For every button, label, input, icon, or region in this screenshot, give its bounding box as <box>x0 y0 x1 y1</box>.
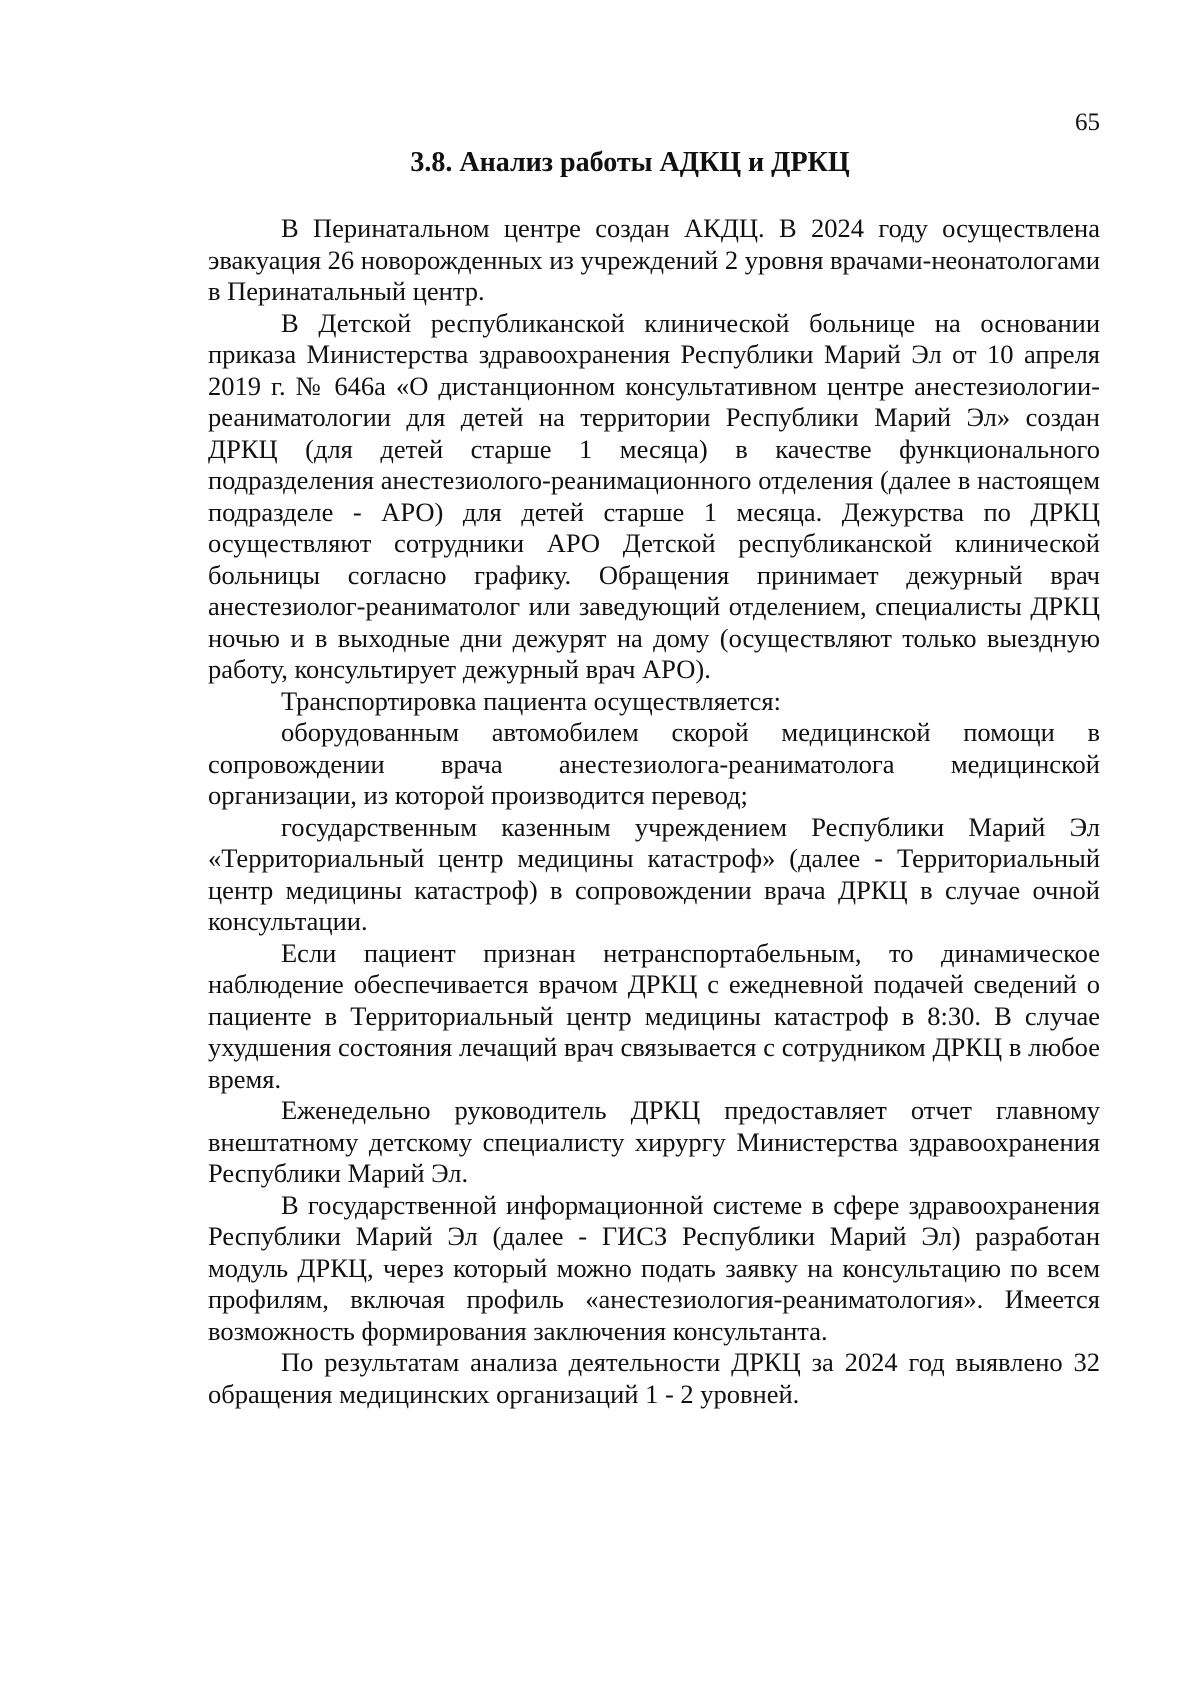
paragraph-transport-disaster-center: государственным казенным учреждением Республики Марий Эл «Территориальный центр медицины катастроф» (далее - Территориальный центр медицины катастроф) в сопровождении врача ДРКЦ в случае очной консультации. <box>208 811 1100 936</box>
paragraph-weekly-report: Еженедельно руководитель ДРКЦ предоставляет отчет главному внештатному детскому специалисту хирургу Министерства здравоохранения Республики Марий Эл. <box>208 1095 1100 1188</box>
paragraph-drkc-establishment: В Детской республиканской клинической больнице на основании приказа Министерства здравоохранения Республики Марий Эл от 10 апреля 2019 г. № 646а «О дистанционном консультативном центре анестезиологии-реаниматологии для детей на территории Республики Марий Эл» создан ДРКЦ (для детей старше 1 месяца) в качестве функционального подразделения анестезиолого-реанимационного отделения (далее в настоящем подразделе - АРО) для детей старше 1 месяца. Дежурства по ДРКЦ осуществляют сотрудники АРО Детской республиканской клинической больницы согласно графику. Обращения принимает дежурный врач анестезиолог-реаниматолог или заведующий отделением, специалисты ДРКЦ ночью и в выходные дни дежурят на дому (осуществляют только выездную работу, консультирует дежурный врач АРО). <box>208 307 1100 684</box>
section-title: 3.8. Анализ работы АДКЦ и ДРКЦ <box>410 147 850 178</box>
paragraph-results: По результатам анализа деятельности ДРКЦ за 2024 год выявлено 32 обращения медицинских организаций 1 - 2 уровней. <box>208 1347 1100 1409</box>
paragraph-gisz-module: В государственной информационной системе в сфере здравоохранения Республики Марий Эл (далее - ГИСЗ Республики Марий Эл) разработан модуль ДРКЦ, через который можно подать заявку на консультацию по всем профилям, включая профиль «анестезиология-реаниматология». Имеется возможность формирования заключения консультанта. <box>208 1189 1100 1346</box>
page-number: 65 <box>1075 109 1100 136</box>
document-body <box>208 213 1100 1410</box>
paragraph-transport-intro: Транспортировка пациента осуществляется: <box>281 685 781 716</box>
paragraph-nontransportable: Если пациент признан нетранспортабельным, то динамическое наблюдение обеспечивается врачом ДРКЦ с ежедневной подачей сведений о пациенте в Территориальный центр медицины катастроф в 8:30. В случае ухудшения состояния лечащий врач связывается с сотрудником ДРКЦ в любое время. <box>208 937 1100 1094</box>
paragraph-transport-ambulance: оборудованным автомобилем скорой медицинской помощи в сопровождении врача анестезиолога-реаниматолога медицинской организации, из которой производится перевод; <box>208 717 1100 810</box>
paragraph-akdc-evacuation: В Перинатальном центре создан АКДЦ. В 2024 году осуществлена эвакуация 26 новорожденных из учреждений 2 уровня врачами-неонатологами в Перинатальный центр. <box>208 213 1100 306</box>
